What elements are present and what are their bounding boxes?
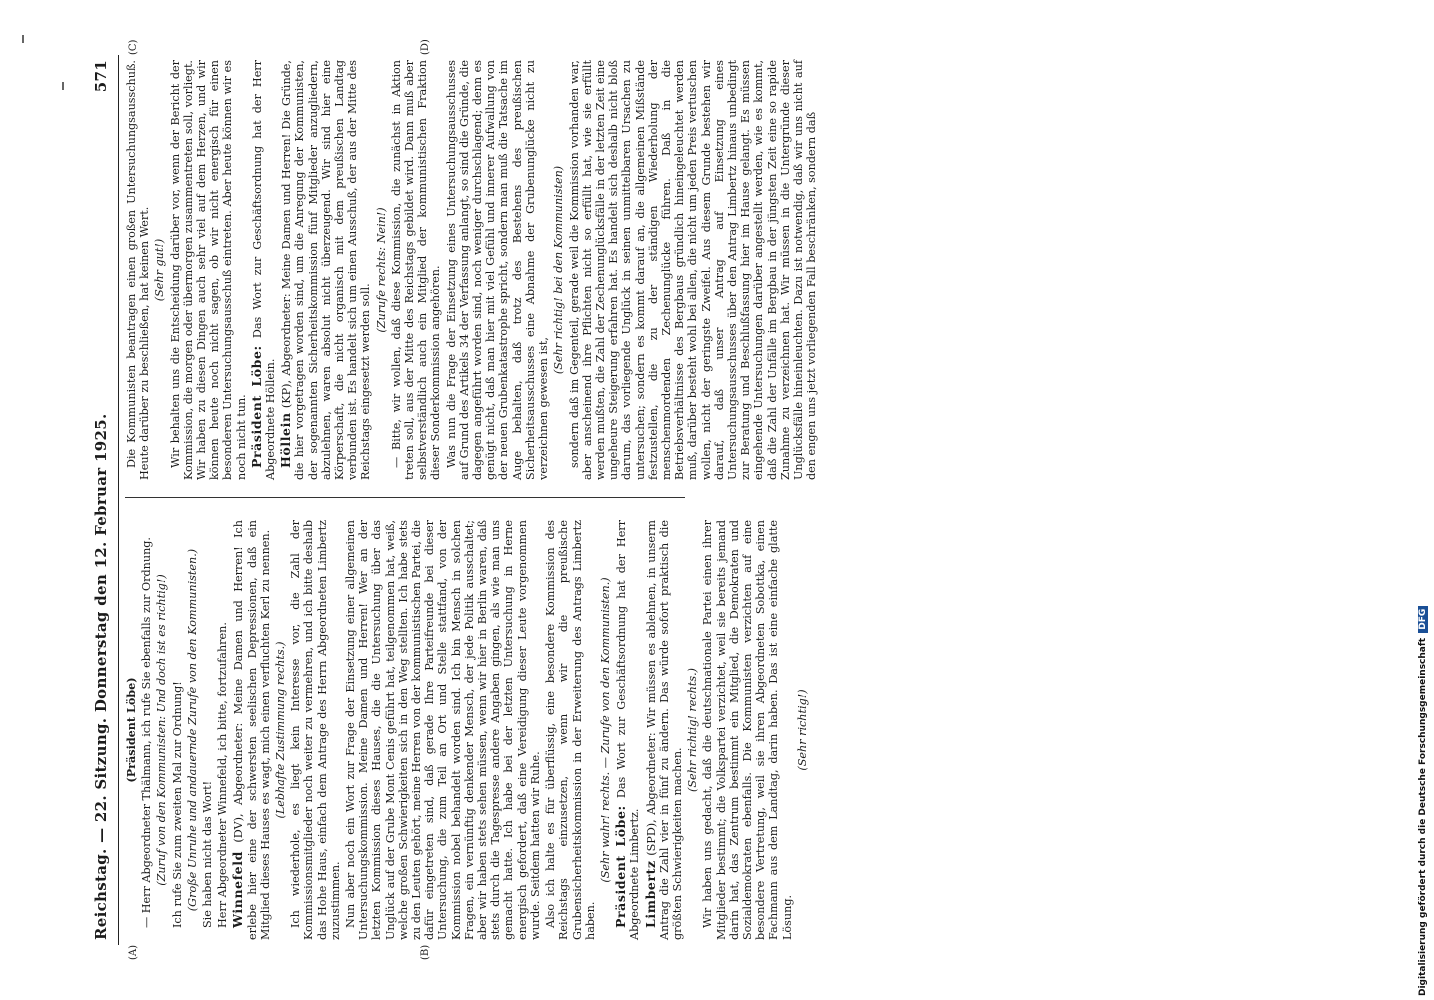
interjection [796,520,809,940]
paragraph-text: Die Kommunisten beantragen einen großen Untersuchungsausschuß. Heute darüber zu beschließen, hat keinen Wert. [125,60,152,480]
paragraph [614,520,641,940]
paragraph-text: — Bitte, wir wollen, daß diese Kommission, die zunächst in Aktion treten soll, aus der Mitte des Reichstags gebildet wird. Dann muß aber selbstverständlich auch ein Mitglied der kommunistischen Fraktion dieser Sonderkommission angehören. [389,60,443,480]
paragraph [231,520,272,940]
paragraph-text: (Sehr richtig! rechts.) [686,667,700,793]
paragraph [568,60,819,480]
running-head [92,60,118,940]
running-head-title: Reichstag. — 22. Sitzung. Donnerstag den 12. Februar 1925. [92,413,110,940]
paragraph-text: Herr Abgeordneter Winnefeld, ich bitte, fortzufahren. [216,622,230,928]
paragraph-text: Ich rufe Sie zum zweiten Mal zur Ordnung! [170,681,184,928]
paragraph-text: Ich wiederhole, es liegt kein Interesse vor, die Zahl der Kommissionsmitglieder noch weiter zu vermehren, und ich bitte deshalb das Hohe Haus, einfach dem Antrage des Herrn Abgeordneten Limbertz zuzustimmen. [289,520,342,940]
paragraph [445,60,551,480]
paragraph-text: Was nun die Frage der Einsetzung eines Untersuchungsausschusses auf Grund des Artikels 34 der Verfassung anlangt, so sind die Gründe, die dagegen angeführt worden sind, noch weniger durchschlagend; denn es genügt nicht, daß man hier mit viel Gefühl und innerer Aufwallung von der neuen Grubenkatastrophe spricht, sondern man muß die Tatsache im Auge behalten, daß trotz des Bestehens des preußischen Sicherheitsausschusses eine Abnahme der Grubenunglücke nicht zu verzeichnen gewesen ist, [444,60,551,480]
paragraph [279,60,372,480]
funding-note-text [1418,6,1434,996]
interjection [686,520,699,940]
paragraph-text: (SPD), Abgeordneter: Wir müssen es ablehnen, in unserm Antrag die Zahl vier in fünf zu ändern. Das würde sofort praktisch die größten Schwierigkeiten machen. [644,520,684,940]
paragraph-text: Also ich halte es für überflüssig, eine besondere Kommission des Reichstags einzusetzen, wenn wir die preußische Grubensicherheitskommission in der Erweiterung des Antrags Limbertz haben. [544,520,597,940]
interjection [155,520,168,940]
paragraph-text: sondern daß im Gegenteil, gerade weil die Kommission vorhanden war, aber anscheinend ihre Pflichten nicht so erfüllt hat, wie sie erfüllt werden mußten, die Zahl der Zechenunglücksfälle in der letzten Zeit eine ungeheure Steigerung erfahren hat. Es handelt sich deshalb nicht bloß darum, das vorliegende Unglück in seinen unmittelbaren Ursachen zu untersuchen; sondern es kommt darauf an, die allgemeinen Mißstände festzustellen, die zu der ständigen Wiederholung der menschenmordenden Zechenunglücke führen. Daß in die Betriebsverhältnisse des Bergbaus gründlich hineingeleuchtet werden muß, darüber besteht wohl bei allen, die nicht um jeden Preis vertuschen wollen, nicht der geringste Zweifel. Aus diesem Grunde bestehen wir darauf, daß unser Antrag auf Einsetzung eines Untersuchungsausschusses über den Antrag Limbertz hinaus unbedingt zur Beratung und Beschlußfassung hier im Hause gelangt. Es müssen eingehende Untersuchungen darüber angestellt werden, wie es kommt, daß die Zahl der Unfälle im Bergbau in der jüngsten Zeit eine so rapide Zunahme zu verzeichnen hat. Wir müssen in die Untergründe dieser Unglücksfälle hineinleuchten. Dazu ist notwendig, daß wir uns nicht auf den engen uns jetzt vorliegenden Fall beschränken, sondern daß [567,60,819,480]
paragraph-text: (Sehr richtig!) [795,689,809,771]
interjection [186,520,199,940]
paragraph-text: Das Wort zur Geschäftsordnung hat der Herr Abgeordnete Höllein. [250,59,278,480]
paragraph [390,60,443,480]
speaker-name: Präsident Löbe: [248,345,264,468]
text-column-left [125,520,811,940]
funding-note [1418,6,1434,996]
paragraph-text: Wir haben uns gedacht, daß die deutschnationale Partei einen ihrer Mitglieder bestimmt; die Volkspartei verzichtet, weil sie bereits jemand darin hat, das Zentrum bestimmt ein Mitglied, die Demokraten und Sozialdemokraten ebenfalls. Die Kommunisten verzichten auf eine besondere Vertretung, weil sie ihren Abgeordneten Sobottka, einen Fachmann aus dem Landtag, darin haben. Das ist eine einfache glatte Lösung. [701,520,794,940]
margin-mark-a: (A) [128,944,139,960]
interjection [274,520,287,940]
dfg-logo: DFG [1418,606,1428,633]
paragraph-text: (Sehr wahr! rechts. — Zurufe von den Kommunisten.) [598,577,612,883]
speaker-name: Höllein [278,412,294,468]
paragraph-text: Wir behalten uns die Entscheidung darüber vor, wenn der Bericht der Kommission, die morgen oder übermorgen zusammentreten soll, vorliegt. Wir haben zu diesen Dingen auch sehr viel auf dem Herzen, und wir können heute noch nicht sagen, ob wir nicht energisch für einen besonderen Untersuchungsausschuß eintreten. Aber heute können wir es noch nicht tun. [168,60,248,480]
paragraph-text: (Sehr richtig! bei den Kommunisten) [552,165,566,375]
paragraph-text: Das Wort zur Geschäftsordnung hat der Herr Abgeordnete Limbertz. [615,519,642,940]
interjection [153,60,166,480]
scan-mark [62,82,64,90]
paragraph-text: (Große Unruhe und andauernde Zurufe von den Kommunisten.) [185,548,199,912]
paragraph [216,520,229,940]
paragraph [125,60,151,480]
paragraph [644,520,685,940]
margin-mark-b: (B) [420,944,431,960]
paragraph-text: — Herr Abgeordneter Thälmann, ich rufe Sie ebenfalls zur Ordnung. [140,537,154,928]
margin-mark-c: (C) [128,39,139,55]
paragraph-text: (DV), Abgeordneter: Meine Damen und Herren! Ich erlebe hier eine der schwersten seelischen Depressionen, daß ein Mitglied dieses Hauses es wagt, mich einen verfluchten Kerl zu nennen. [232,519,272,940]
paragraph [544,520,597,940]
paragraph [171,520,184,940]
funding-text: Digitalisierung gefördert durch die Deutsche Forschungsgemeinschaft [1418,637,1428,996]
scan-mark [22,35,24,43]
paragraph-text: Sie haben nicht das Wort! [201,780,215,928]
paragraph [169,60,248,480]
paragraph-text: (Sehr gut!) [153,238,167,302]
text-column-right [125,60,820,480]
paragraph [250,60,277,480]
speaker-name: Winnefeld [230,851,246,928]
page-number: 571 [92,60,110,93]
interjection [552,60,565,480]
interjection [599,520,612,940]
speaker-reference [125,520,138,940]
interjection [375,60,388,480]
paragraph [344,520,542,940]
paragraph-text: (Zurufe rechts: Nein!) [374,207,388,333]
paragraph-text: (Präsident Löbe) [124,677,138,783]
paragraph [701,520,793,940]
speaker-name: Limbertz [642,860,658,928]
paragraph-text: Nun aber noch ein Wort zur Frage der Einsetzung einer allgemeinen Untersuchungskommission. Meine Damen und Herren! Wer an der letzten Kommission dieses Hauses, die die Untersuchung über das Unglück auf der Grube Mont Cenis geführt hat, teilgenommen hat, weiß, welche großen Schwierigkeiten sich in den Weg stellten. Ich habe stets zu den Leuten gehört, meine Herren von der kommunistischen Partei, die dafür eingetreten sind, daß gerade Ihre Parteifreunde bei dieser Untersuchung, die zum Teil an Ort und Stelle stattfand, von der Kommission nobel behandelt worden sind. Ich bin Mensch in solchen Fragen, ein vernünftig denkender Mensch, der jede Politik ausschaltet; aber wir haben stets sehen müssen, wenn wir hier in Berlin waren, daß stets durch die Tagespresse andere Angaben gingen, als wie man uns gemacht hatte. Ich habe bei der letzten Untersuchung in Herne energisch gefordert, daß eine Vereidigung dieser Leute vorgenommen wurde. Seitdem hatten wir Ruhe. [344,520,542,940]
column-divider [125,497,685,498]
paragraph [289,520,342,940]
header-rule [118,55,119,945]
margin-mark-d: (D) [420,39,431,55]
paragraph-text: (KP), Abgeordneter: Meine Damen und Herren! Die Gründe, die hier vorgetragen worden sind, um die Anregung der Kommunisten, der sogenannten Sicherheitskommission fünf Mitglieder anzugliedern, abzulehnen, waren absolut nicht überzeugend. Wir sind hier eine Körperschaft, die nicht organisch mit dem preußischen Landtag verbunden ist. Es handelt sich um einen Ausschuß, der aus der Mitte des Reichstags eingesetzt werden soll. [280,60,373,480]
speaker-name: Präsident Löbe: [613,805,629,928]
paragraph-text: (Zuruf von den Kommunisten: Und doch ist es richtig!) [155,574,169,886]
paragraph-text: (Lebhafte Zustimmung rechts.) [274,641,288,819]
paragraph [140,520,153,940]
paragraph [201,520,214,940]
